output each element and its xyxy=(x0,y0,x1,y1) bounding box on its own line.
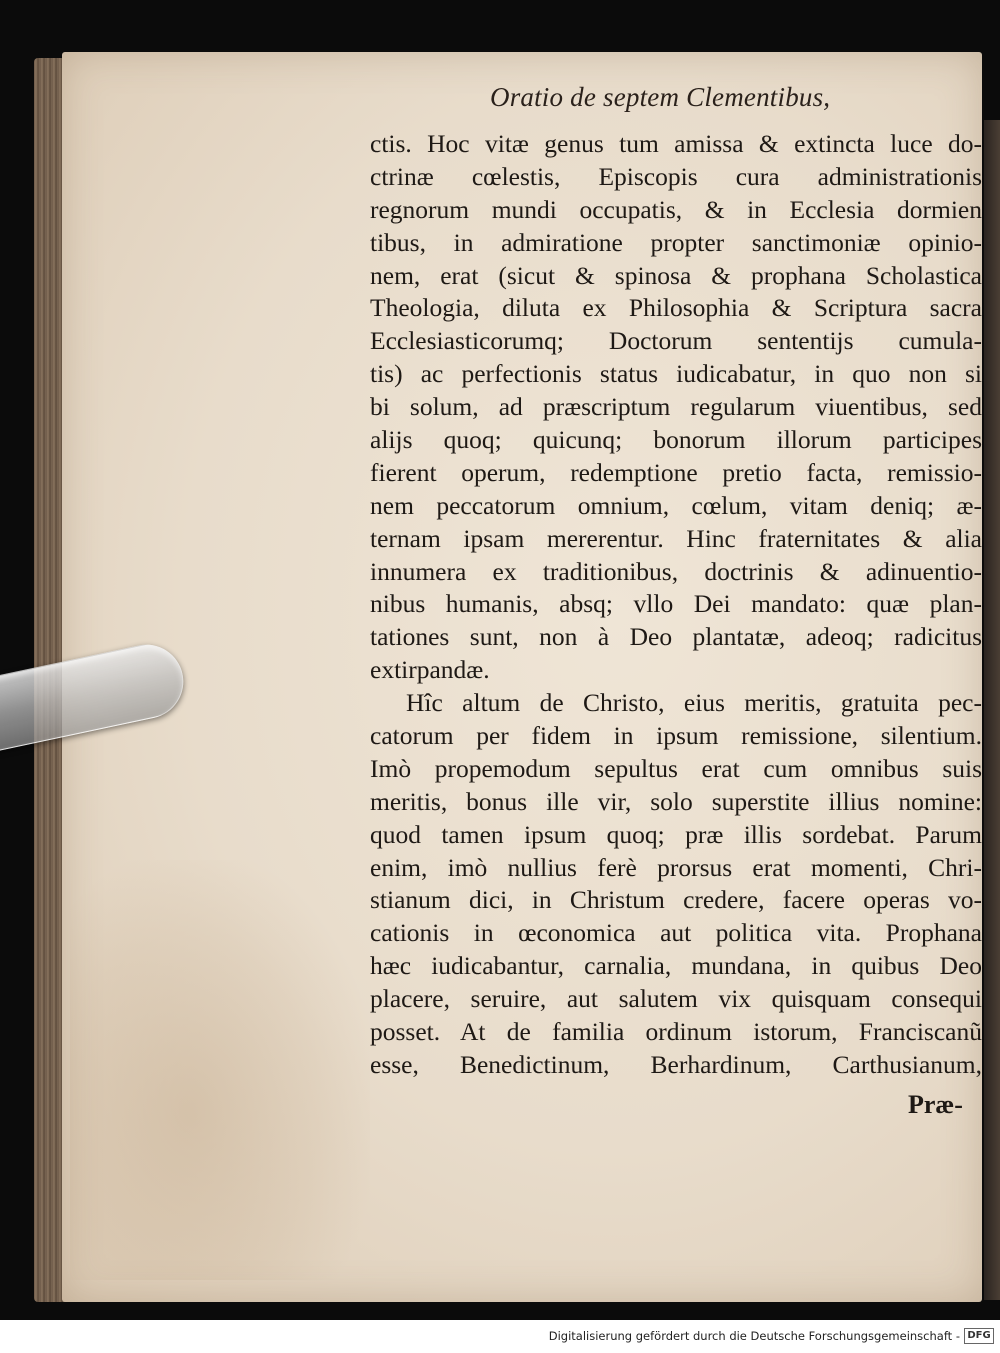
text-line: Ecclesiasticorumq; Doctorum sententijs cumula- xyxy=(370,326,982,356)
text-line: hæc iudicabantur, carnalia, mundana, in quibus Deo xyxy=(370,951,982,981)
text-line: quod tamen ipsum quoq; præ illis sordebat. Parum xyxy=(370,819,982,849)
text-line: bi solum, ad præscriptum regularum viuentibus, sed xyxy=(370,392,982,422)
text-line: catorum per fidem in ipsum remissione, silentium. xyxy=(370,721,982,751)
text-line: alijs quoq; quicunq; bonorum illorum participes xyxy=(370,425,982,455)
text-line: nibus humanis, absq; vllo Dei mandato: quæ plan- xyxy=(370,589,982,619)
text-line: posset. At de familia ordinum istorum, Franciscanũ xyxy=(370,1017,982,1047)
text-line: tibus, in admiratione propter sanctimoniæ opinio- xyxy=(370,227,982,257)
text-line: enim, imò nullius ferè prorsus erat momenti, Chri- xyxy=(370,852,982,882)
text-line: tis) ac perfectionis status iudicabatur, in quo non si xyxy=(370,359,982,389)
text-line: nem peccatorum omnium, cœlum, vitam deniq; æ- xyxy=(370,490,982,520)
text-line: regnorum mundi occupatis, & in Ecclesia dormien xyxy=(370,194,982,224)
text-line: fierent operum, redemptione pretio facta, remissio- xyxy=(370,457,982,487)
running-head: Oratio de septem Clementibus, xyxy=(490,82,831,112)
footer-bar xyxy=(0,1320,1000,1353)
paragraph-start-line: Hîc altum de Christo, eius meritis, gratuita pec- xyxy=(406,688,982,718)
text-line: placere, seruire, aut salutem vix quisquam consequi xyxy=(370,984,982,1014)
text-line: stianum dici, in Christum credere, facere operas vo- xyxy=(370,885,982,915)
paragraph-end-line: extirpandæ. xyxy=(370,655,490,685)
text-line: ctis. Hoc vitæ genus tum amissa & extincta luce do- xyxy=(370,129,982,158)
catchword: Præ- xyxy=(908,1090,963,1119)
funding-credit: Digitalisierung gefördert durch die Deutsche Forschungsgemeinschaft - xyxy=(548,1329,960,1343)
facing-page-edge xyxy=(984,120,1000,1300)
text-line: ternam ipsam mererentur. Hinc fraternitates & alia xyxy=(370,523,982,553)
dfg-logo: DFG xyxy=(964,1328,994,1344)
text-line: innumera ex traditionibus, doctrinis & adinuentio- xyxy=(370,556,982,586)
text-block xyxy=(370,128,982,1082)
text-line: cationis in œconomica aut politica vita. Prophana xyxy=(370,918,982,948)
text-line: Imò propemodum sepultus erat cum omnibus suis xyxy=(370,753,982,783)
text-line: esse, Benedictinum, Berhardinum, Carthusianum, xyxy=(370,1049,982,1079)
text-line: ctrinæ cœlestis, Episcopis cura administrationis xyxy=(370,161,982,191)
text-line: Theologia, diluta ex Philosophia & Scriptura sacra xyxy=(370,293,982,323)
text-line: nem, erat (sicut & spinosa & prophana Scholastica xyxy=(370,260,982,290)
text-line: tationes sunt, non à Deo plantatæ, adeoq; radicitus xyxy=(370,622,982,652)
text-line: meritis, bonus ille vir, solo superstite illius nomine: xyxy=(370,786,982,816)
